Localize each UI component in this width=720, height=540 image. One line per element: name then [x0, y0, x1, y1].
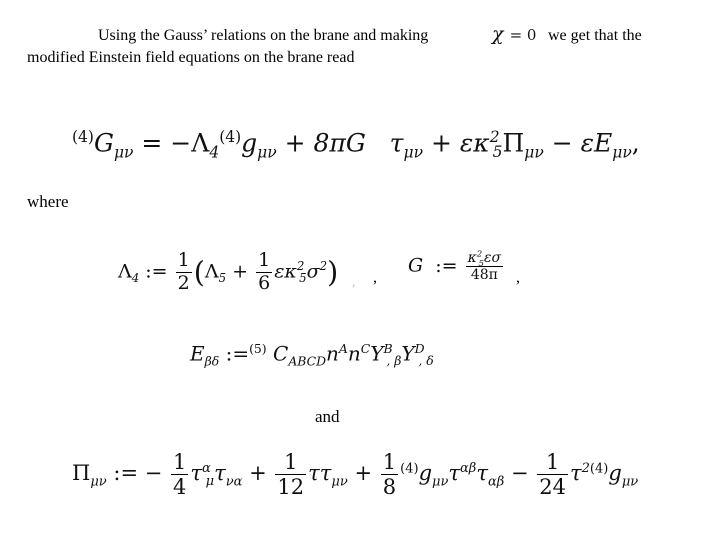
eq4-t1: τ	[190, 461, 203, 486]
eq3-n2-sup: C	[360, 340, 371, 356]
eq1-equals-lambda: = −Λ	[141, 128, 210, 158]
eq2-half	[176, 250, 192, 295]
eq4-t5-sub: αβ	[487, 474, 505, 490]
eq2-sigma: σ	[306, 260, 320, 283]
eq2-G-kappa-sub: 5	[478, 258, 484, 269]
eq4-f1-num: 1	[173, 450, 187, 474]
eq1-comma: ,	[631, 128, 640, 158]
eq2-plus: +	[232, 260, 249, 283]
eq2-G-numerator	[466, 249, 503, 269]
eq1-eps-kappa: + εκ	[430, 128, 490, 158]
eq3-Y1-sup: B	[383, 340, 393, 356]
eq1-eps-E: − εE	[551, 128, 613, 158]
eq1-tau: τ	[389, 128, 404, 158]
weyl-projection-definition	[190, 340, 434, 369]
eq2-G-eps-sigma: εσ	[483, 250, 502, 266]
eq1-tau-sub: μν	[403, 143, 424, 162]
eq2-G-fraction	[466, 250, 503, 283]
eq3-Y2: Y	[401, 341, 415, 366]
eq4-g-sub: μν	[432, 474, 449, 490]
eq3-def: :=	[225, 341, 250, 366]
eq2-sixth	[256, 250, 272, 295]
eq1-g-sub: μν	[257, 143, 277, 162]
eq4-t5: τ	[476, 461, 488, 486]
eq1-Pi: Π	[502, 128, 525, 158]
pi-tensor-definition	[72, 450, 638, 499]
eq4-g-prefix: (4)	[400, 461, 419, 477]
eq2-G-def: :=	[435, 254, 458, 277]
eq4-Pi-sub: μν	[90, 474, 107, 490]
eq4-f3-num: 1	[382, 450, 397, 474]
and-label: and	[315, 407, 340, 426]
eq3-E-sub: βδ	[204, 353, 220, 369]
eq2-lambda5: Λ	[204, 260, 219, 283]
eq1-prefix: (4)	[72, 128, 94, 146]
eq4-plus-2: +	[354, 461, 373, 486]
eq2-half-num: 1	[177, 249, 190, 271]
eq3-Y2-sub: , δ	[418, 353, 434, 369]
eq2-sixth-num: 1	[258, 249, 271, 271]
chi-equals: = 0	[509, 26, 537, 44]
eq3-n1-sup: A	[338, 340, 348, 356]
eq4-t1-sub: μ	[205, 474, 215, 490]
intro-line-1-end: we get that the	[548, 27, 642, 44]
eq2-eps-kappa: εκ	[274, 260, 297, 283]
eq3-n1: n	[326, 341, 339, 366]
eq4-twentyfourth	[537, 450, 568, 499]
eq4-t3: ττ	[308, 461, 332, 486]
eq1-kappa-sup: 2	[489, 127, 500, 146]
eq4-twelfth	[275, 450, 306, 499]
intro-line-2: modified Einstein field equations on the brane read	[27, 49, 355, 66]
eq3-Y1-sub: , β	[386, 353, 402, 369]
eq1-G-sub: μν	[113, 143, 134, 162]
eq4-f3-den: 8	[382, 475, 397, 500]
eq4-f1-den: 4	[173, 475, 187, 500]
eq4-def: := −	[113, 461, 163, 486]
eq4-f2-num: 1	[284, 450, 298, 474]
eq2-lambda: Λ	[118, 260, 132, 283]
eq3-n2: n	[347, 341, 361, 366]
eq3-five: (5)	[249, 341, 267, 356]
eq3-Y2-sup: D	[414, 340, 425, 356]
eq4-t4: τ	[448, 461, 461, 486]
eq4-quarter	[171, 450, 188, 499]
eq4-Pi: Π	[72, 461, 91, 486]
eq4-eighth	[381, 450, 398, 499]
eq3-C: C	[273, 341, 289, 366]
eq2-lambda5-sub: 5	[218, 271, 227, 286]
eq4-g2-prefix: (4)	[589, 461, 609, 477]
einstein-equation	[72, 127, 640, 162]
eq3-C-sub: ABCD	[288, 353, 327, 369]
eq1-g: g	[241, 128, 258, 158]
eq2-def: :=	[145, 260, 168, 283]
eq1-Pi-sub: μν	[524, 143, 544, 162]
eq2-G: G	[408, 254, 424, 277]
eq4-g2: g	[608, 461, 622, 486]
eq1-kappa-sub: 5	[492, 143, 503, 162]
eq4-plus-1: +	[249, 461, 267, 486]
eq4-t2-sub: να	[225, 474, 243, 490]
eq2-paren-close: )	[327, 255, 339, 289]
eq2-sigma-sup: 2	[319, 259, 328, 274]
eq4-f2-den: 12	[277, 475, 305, 500]
faint-comma: ,	[352, 274, 356, 289]
eq4-t2: τ	[214, 461, 226, 486]
eq2-kappa-sub: 5	[299, 271, 307, 286]
intro-line-1-start: Using the Gauss’ relations on the brane and making	[98, 27, 429, 44]
eq2-half-den: 2	[177, 271, 190, 294]
eq1-g-prefix: (4)	[219, 128, 242, 146]
eq3-E: E	[190, 341, 205, 366]
chi-equals-zero	[492, 23, 536, 45]
eq4-t6: τ	[570, 461, 582, 486]
eq2-paren-open: (	[193, 255, 205, 289]
eq2-G-kappa: κ	[467, 250, 477, 266]
eq2-G-kappa-sup: 2	[476, 249, 483, 260]
eq4-g: g	[418, 461, 433, 486]
eq4-g2-sub: μν	[621, 474, 639, 490]
eq1-lambda-sub: 4	[209, 143, 220, 162]
lambda-definition	[118, 250, 338, 295]
eq2-comma-1: ,	[373, 269, 377, 286]
eq1-G: G	[93, 128, 114, 158]
eq2-G-denominator: 48π	[466, 266, 503, 283]
eq4-minus: −	[510, 461, 529, 486]
eq1-E-sub: μν	[612, 143, 632, 162]
eq2-kappa-sup: 2	[296, 259, 305, 274]
eq4-t6-sup: 2	[581, 461, 590, 477]
eq4-f4-den: 24	[539, 475, 567, 500]
eq4-t3-sub: μν	[331, 474, 348, 490]
eq4-t4-sup: αβ	[460, 461, 477, 477]
eq4-t1-sup: α	[202, 461, 211, 477]
gravitational-constant-definition	[408, 250, 505, 283]
chi-symbol: χ	[492, 23, 504, 45]
eq2-sixth-den: 6	[258, 271, 271, 294]
eq1-8pi-G: + 8πG	[284, 128, 366, 158]
where-label: where	[27, 192, 69, 211]
eq2-lambda-sub: 4	[131, 271, 140, 286]
eq3-Y1: Y	[370, 341, 384, 366]
eq2-comma-2: ,	[516, 269, 520, 286]
eq4-f4-num: 1	[545, 450, 560, 474]
